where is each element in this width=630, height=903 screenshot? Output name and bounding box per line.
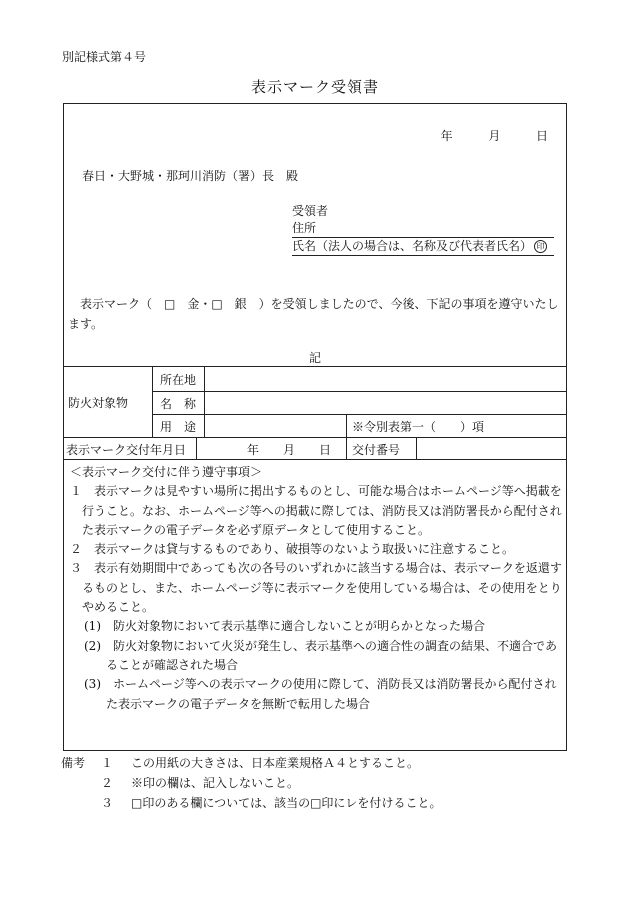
recipient-block [292,203,554,256]
table-divider [204,366,205,437]
note-text: この用紙の大きさは、日本産業規格Ａ４とすること。 [131,756,420,770]
rule-subitem: (1) 防火対象物において表示基準に適合しないことが明らかとなった場合 [84,619,486,634]
notes-label: 備考 [61,756,86,770]
note-number: １ [101,756,114,770]
location-label: 所在地 [160,373,197,387]
ki-heading: 記 [308,351,321,365]
issue-number-label: 交付番号 [352,443,401,457]
name-row-label: 名 称 [160,397,197,411]
notes [63,753,441,813]
table-line [64,437,566,438]
rule-subitem: (2) 防火対象物において火災が発生し、表示基準への適合性の調査の結果、不適合であることが確認された場合 [84,638,558,672]
table-top-line [64,366,566,367]
issue-date-label: 表示マーク交付年月日 [66,443,187,457]
name-field[interactable] [292,238,554,256]
use-input[interactable] [212,416,342,435]
table-divider [346,414,347,459]
form-box [63,103,567,751]
address-label: 住所 [292,221,317,235]
date-month: 月 [488,129,501,143]
address-field[interactable] [292,220,554,238]
note-row [63,793,441,813]
rule-item: ３ 表示有効期間中であっても次の各号のいずれかに該当する場合は、表示マークを返還するものとし、また、ホームページ等に表示マークを使用している場合は、その使用をとりやめること。 [70,561,562,615]
rules-heading: ＜表示マーク交付に伴う遵守事項＞ [70,465,263,479]
date-row [441,127,548,144]
table-line [152,414,566,415]
rule-item: ２ 表示マークは貸与するものであり、破損等のないよう取扱いに注意すること。 [70,542,515,557]
note-number: ３ [101,796,114,810]
note-text: ※印の欄は、記入しないこと。 [131,776,300,790]
page-title: 表示マーク受領書 [250,78,379,96]
location-input[interactable] [212,368,562,389]
note-row [63,753,441,773]
name-input[interactable] [212,393,562,412]
compliance-rules [70,463,562,714]
table-divider [416,437,417,459]
addressee: 春日・大野城・那珂川消防（署）長 殿 [82,169,299,183]
seal-icon: 印 [534,240,547,253]
recipient-label: 受領者 [292,204,329,218]
object-label: 防火対象物 [68,396,129,410]
use-label: 用 途 [160,420,197,434]
note-number: ２ [101,776,114,790]
table-divider [152,366,153,437]
issue-number-input[interactable] [420,439,562,458]
category-label: ※令別表第一（ ）項 [352,420,485,434]
table-line [64,459,566,460]
date-day: 日 [535,129,548,143]
note-row [63,773,441,793]
note-text: □印のある欄については、該当の□印にレを付けること。 [131,796,442,810]
issue-date-value[interactable]: 年 月 日 [247,443,332,457]
form-id: 別記様式第４号 [62,50,147,64]
table-line [152,391,566,392]
body-text: 表示マーク（ □ 金・□ 銀 ）を受領しましたので、今後、下記の事項を遵守いたします。 [68,297,559,331]
name-label: 氏名（法人の場合は、名称及び代表者氏名） [292,239,533,253]
rule-item: １ 表示マークは見やすい場所に掲出するものとし、可能な場合はホームページ等へ掲載を行うこと。なお、ホームページ等への掲載に際しては、消防長又は消防署長から配付された表示マークの電子データを必ず原データとして使用すること。 [70,484,562,537]
date-year: 年 [440,129,453,143]
table-divider [196,437,197,459]
rule-subitem: (3) ホームページ等への表示マークの使用に際して、消防長又は消防署長から配付された表示マークの電子データを無断で転用した場合 [84,677,557,711]
